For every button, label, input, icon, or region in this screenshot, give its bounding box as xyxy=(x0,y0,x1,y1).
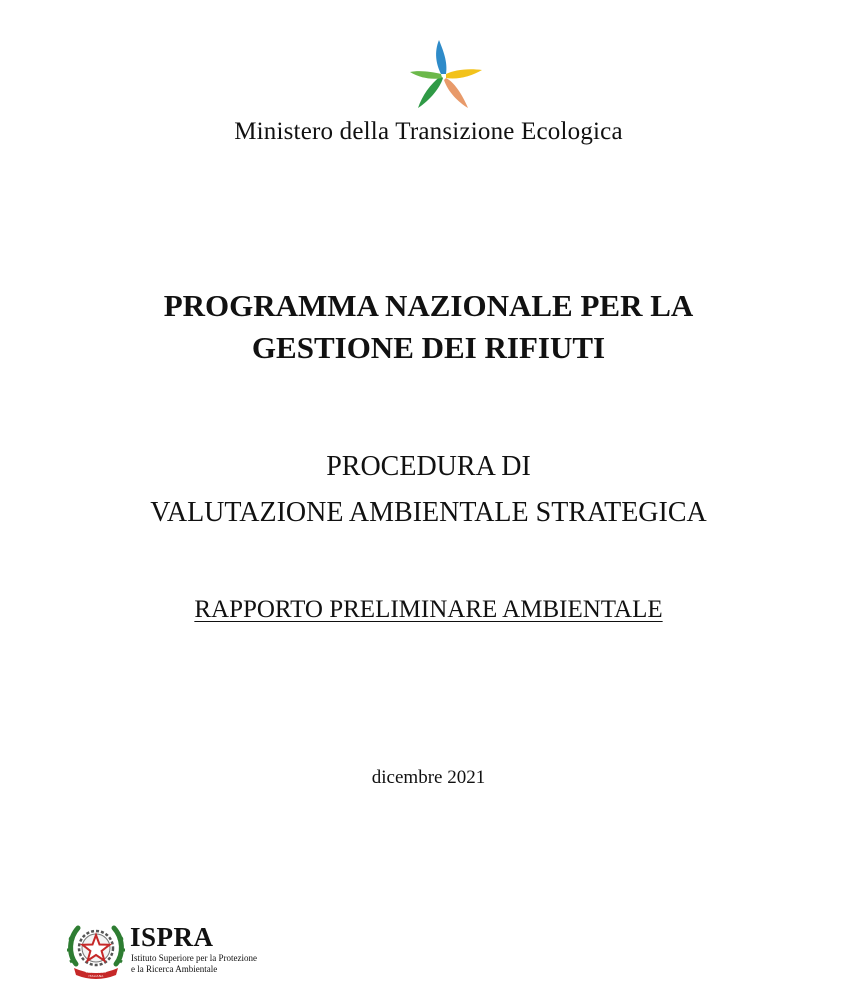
report-type-label: RAPPORTO PRELIMINARE AMBIENTALE xyxy=(194,596,663,623)
emblem-ribbon-text: REPVBBLICA ITALIANA xyxy=(85,970,107,978)
ispra-full-name-line-1: Istituto Superiore per la Protezione xyxy=(131,953,257,963)
ministry-name: Ministero della Transizione Ecologica xyxy=(234,118,623,145)
document-title-line-2: GESTIONE DEI RIFIUTI xyxy=(251,330,606,365)
ministry-logo xyxy=(406,38,484,112)
procedure-heading xyxy=(0,444,857,536)
procedure-line-1: PROCEDURA DI xyxy=(326,451,531,482)
italian-republic-emblem-icon xyxy=(66,920,126,982)
ispra-wordmark: ISPRA xyxy=(130,922,214,952)
stylized-star-icon xyxy=(406,38,484,112)
ispra-logo xyxy=(66,918,266,984)
document-title-line-1: PROGRAMMA NAZIONALE PER LA xyxy=(163,288,694,323)
document-title xyxy=(0,285,857,369)
document-date: dicembre 2021 xyxy=(371,767,486,788)
ispra-full-name xyxy=(131,953,257,975)
ispra-full-name-line-2: e la Ricerca Ambientale xyxy=(131,964,218,974)
report-type xyxy=(0,596,857,624)
procedure-line-2: VALUTAZIONE AMBIENTALE STRATEGICA xyxy=(150,497,707,528)
